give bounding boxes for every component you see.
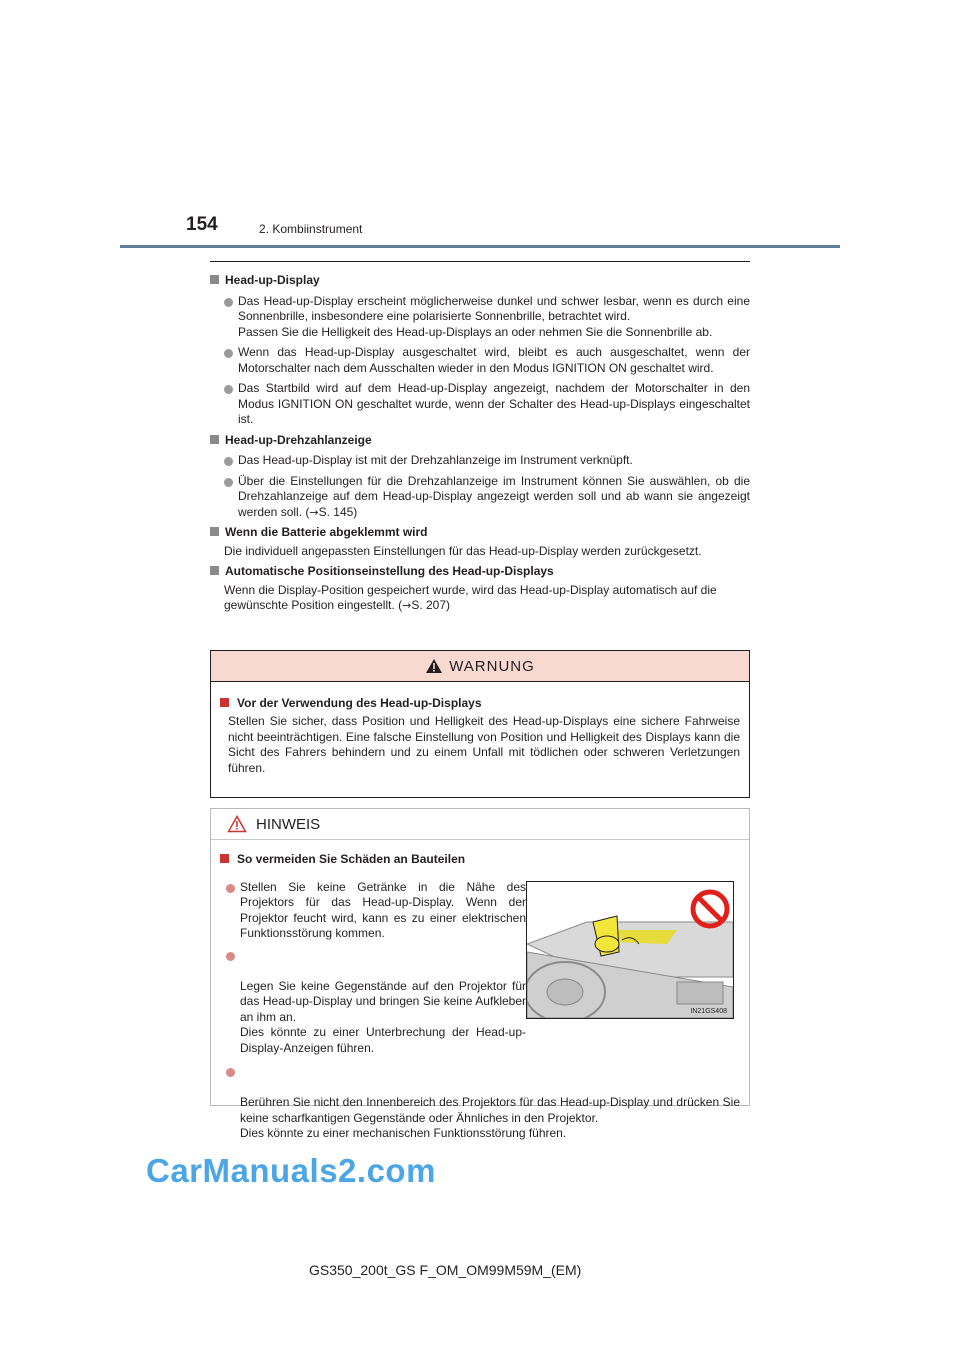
list-item: Berühren Sie nicht den Innenbereich des Projektors für das Head-up-Display und drücken Sie keine scharfkantigen Gegenstände oder Ähnliches in den Projektor. Dies könnte zu einer mechanischen Funktionsstörung führen. bbox=[220, 1064, 740, 1142]
notice-title: HINWEIS bbox=[256, 815, 321, 833]
circle-bullet-icon bbox=[224, 298, 233, 307]
caution-triangle-icon bbox=[227, 815, 247, 833]
main-content bbox=[210, 268, 750, 614]
dashboard-drawing bbox=[527, 882, 733, 1018]
reference-arrow-icon: → bbox=[309, 505, 319, 519]
list-item: Legen Sie keine Gegenstände auf den Projektor für das Head-up-Display und bringen Sie keine Aufkleber an ihm an. Dies könnte zu einer Unterbrechung der Head-up-Display-Anzeigen führen. bbox=[220, 948, 526, 1057]
list-item: Das Startbild wird auf dem Head-up-Display angezeigt, nachdem der Motorschalter in den Modus IGNITION ON geschaltet wurde, wenn der Schalter des Head-up-Displays eingeschaltet ist. bbox=[210, 381, 750, 428]
warning-triangle-icon bbox=[425, 658, 443, 674]
section-heading-batterie: Wenn die Batterie abgeklemmt wird bbox=[210, 525, 750, 541]
square-bullet-icon bbox=[220, 698, 229, 707]
notice-header bbox=[211, 809, 749, 840]
circle-bullet-icon bbox=[224, 478, 233, 487]
section-text: Die individuell angepassten Einstellungen für das Head-up-Display werden zurückgesetzt. bbox=[224, 543, 702, 558]
watermark-logo: CarManuals2.com bbox=[146, 1152, 436, 1189]
circle-bullet-icon bbox=[226, 952, 235, 961]
header-rule bbox=[120, 245, 840, 248]
square-bullet-icon bbox=[210, 566, 219, 575]
section-heading-head-up-display: Head-up-Display bbox=[210, 273, 750, 289]
notice-heading: So vermeiden Sie Schäden an Bauteilen bbox=[220, 852, 740, 868]
dashboard-illustration bbox=[526, 881, 734, 1019]
square-bullet-icon bbox=[210, 527, 219, 536]
page-number: 154 bbox=[186, 214, 218, 235]
square-bullet-icon bbox=[220, 854, 229, 863]
circle-bullet-icon bbox=[224, 385, 233, 394]
footer-code: GS350_200t_GS F_OM_OM99M59M_(EM) bbox=[309, 1262, 582, 1278]
section-heading-drehzahlanzeige: Head-up-Drehzahlanzeige bbox=[210, 433, 750, 449]
list-item: Das Head-up-Display ist mit der Drehzahlanzeige im Instrument verknüpft. bbox=[210, 453, 750, 469]
list-item: Stellen Sie keine Getränke in die Nähe des Projektors für das Head-up-Display. Wenn der Projektor feucht wird, kann es zu einer elektrischen Funktionsstörung kommen. bbox=[220, 880, 526, 942]
page-reference-link[interactable]: S. 207 bbox=[411, 598, 447, 612]
list-item: Das Head-up-Display erscheint möglicherweise dunkel und schwer lesbar, wenn es durch eine Sonnenbrille, insbesondere eine polarisierte Sonnenbrille, betrachtet wird. Passen Sie die Helligkeit des Head-up-Displays an oder nehmen Sie die Sonnenbrille ab. bbox=[210, 294, 750, 341]
warning-text: Stellen Sie sicher, dass Position und Helligkeit des Head-up-Displays eine sichere Fahrweise nicht beeinträchtigen. Eine falsche Einstellung von Position und Helligkeit des Displays kann die Sicht des Fahrers behindern und zu einem Unfall mit tödlichen oder schweren Verletzungen führen. bbox=[228, 714, 740, 775]
notice-box bbox=[210, 808, 750, 1140]
chapter-title: 2. Kombiinstrument bbox=[259, 222, 363, 236]
warning-box bbox=[210, 650, 750, 798]
circle-bullet-icon bbox=[224, 349, 233, 358]
circle-bullet-icon bbox=[226, 884, 235, 893]
square-bullet-icon bbox=[210, 435, 219, 444]
list-item: Über die Einstellungen für die Drehzahlanzeige im Instrument können Sie auswählen, ob die Drehzahlanzeige auf dem Head-up-Display angezeigt werden soll und ab wann sie angezeigt werden soll. (→S. 145) bbox=[210, 474, 750, 521]
warning-header bbox=[211, 651, 749, 682]
warning-heading: Vor der Verwendung des Head-up-Displays bbox=[220, 696, 740, 710]
content-rule bbox=[210, 261, 750, 262]
circle-bullet-icon bbox=[226, 1068, 235, 1077]
section-text: Wenn die Display-Position gespeichert wurde, wird das Head-up-Display automatisch auf die gewünschte Position eingestellt. (→S. 207) bbox=[224, 582, 717, 612]
circle-bullet-icon bbox=[224, 457, 233, 466]
list-item: Wenn das Head-up-Display ausgeschaltet wird, bleibt es auch ausgeschaltet, wenn der Motorschalter nach dem Ausschalten wieder in den Modus IGNITION ON geschaltet wird. bbox=[210, 345, 750, 376]
section-heading-positionseinstellung: Automatische Positionseinstellung des Head-up-Displays bbox=[210, 564, 750, 580]
reference-arrow-icon: → bbox=[402, 599, 412, 612]
page-reference-link[interactable]: S. 145 bbox=[318, 504, 354, 519]
warning-title: WARNUNG bbox=[449, 657, 535, 675]
square-bullet-icon bbox=[210, 275, 219, 284]
figure-label: IN21GS408 bbox=[690, 1008, 727, 1015]
